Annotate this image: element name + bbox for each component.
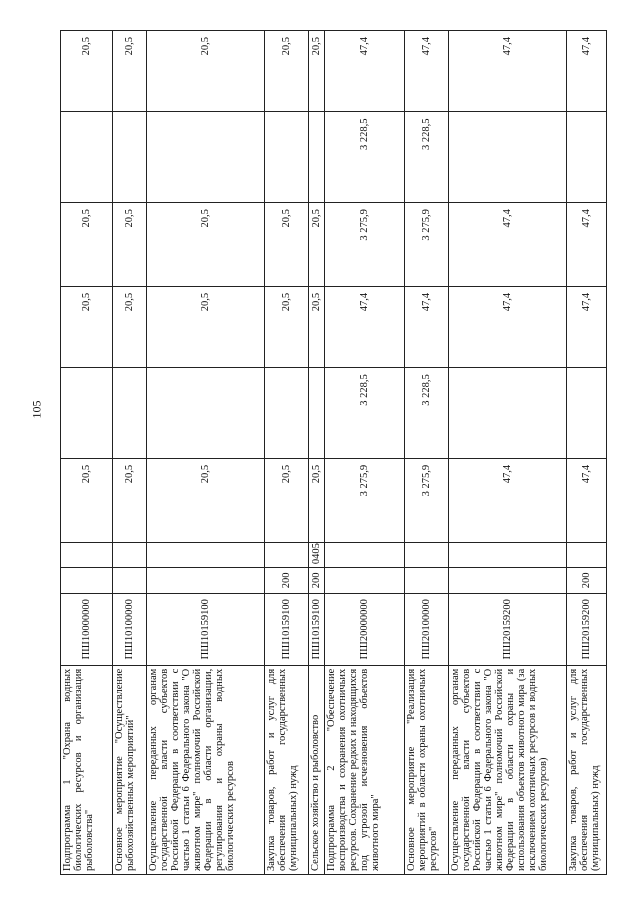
row-name: Осуществление переданных органам государственной власти субъектов Российской Федерации в соответствии с частью 1 статьи 6 Федерального закона "О животном мире" полномочий Российской Федерации в области организации, регулирования и охраны водных биологических ресурсов (147, 665, 265, 874)
value-5 (449, 112, 567, 203)
value-5 (567, 112, 607, 203)
value-5: 3 228,5 (405, 112, 449, 203)
value-3: 47,4 (325, 286, 405, 367)
value-5 (147, 112, 265, 203)
value-3: 20,5 (309, 286, 325, 367)
row-subsection (265, 542, 309, 568)
value-2 (147, 368, 265, 459)
row-vr (325, 568, 405, 594)
row-name: Сельское хозяйство и рыболовство (309, 665, 325, 874)
table-row (405, 31, 449, 875)
table-row (567, 31, 607, 875)
row-code: ПШ20159200 (449, 593, 567, 665)
value-5 (61, 112, 113, 203)
value-2: 3 228,5 (405, 368, 449, 459)
row-vr (405, 568, 449, 594)
budget-table (60, 30, 607, 875)
value-1: 20,5 (61, 458, 113, 542)
value-3: 47,4 (405, 286, 449, 367)
value-1: 20,5 (147, 458, 265, 542)
value-3: 47,4 (449, 286, 567, 367)
row-subsection (113, 542, 147, 568)
value-4: 20,5 (265, 203, 309, 287)
table-body (61, 31, 607, 875)
table-row (147, 31, 265, 875)
value-6: 47,4 (567, 31, 607, 112)
row-subsection (567, 542, 607, 568)
value-4: 47,4 (449, 203, 567, 287)
value-2 (61, 368, 113, 459)
row-code: ПШ20159200 (567, 593, 607, 665)
row-code: ПШ10159100 (147, 593, 265, 665)
page-number: 105 (29, 400, 44, 419)
value-4: 20,5 (61, 203, 113, 287)
value-6: 20,5 (61, 31, 113, 112)
value-4: 3 275,9 (325, 203, 405, 287)
value-6: 20,5 (265, 31, 309, 112)
row-vr (449, 568, 567, 594)
row-name: Подпрограмма 2 "Обеспечение воспроизводства и сохранения охотничьих ресурсов. Сохранение редких и находящихся под угрозой исчезновения объектов животного мира" (325, 665, 405, 874)
table-row (61, 31, 113, 875)
value-2 (309, 368, 325, 459)
value-6: 47,4 (325, 31, 405, 112)
table-row (309, 31, 325, 875)
value-6: 47,4 (405, 31, 449, 112)
row-subsection (449, 542, 567, 568)
value-3: 20,5 (113, 286, 147, 367)
value-6: 47,4 (449, 31, 567, 112)
value-1: 47,4 (449, 458, 567, 542)
table-row (449, 31, 567, 875)
value-2 (113, 368, 147, 459)
row-name: Закупка товаров, работ и услуг для обеспечения государственных (муниципальных) нужд (265, 665, 309, 874)
value-6: 20,5 (113, 31, 147, 112)
value-1: 47,4 (567, 458, 607, 542)
value-2: 3 228,5 (325, 368, 405, 459)
row-code: ПШ20100000 (405, 593, 449, 665)
row-name: Закупка товаров, работ и услуг для обеспечения государственных (муниципальных) нужд (567, 665, 607, 874)
value-5 (113, 112, 147, 203)
value-3: 20,5 (61, 286, 113, 367)
value-3: 20,5 (147, 286, 265, 367)
value-2 (265, 368, 309, 459)
value-3: 47,4 (567, 286, 607, 367)
value-1: 3 275,9 (405, 458, 449, 542)
value-4: 3 275,9 (405, 203, 449, 287)
value-5 (309, 112, 325, 203)
row-name: Основное мероприятие "Реализация мероприятий в области охраны охотничьих ресурсов" (405, 665, 449, 874)
row-vr (113, 568, 147, 594)
value-1: 20,5 (265, 458, 309, 542)
row-vr: 200 (265, 568, 309, 594)
value-4: 47,4 (567, 203, 607, 287)
value-1: 3 275,9 (325, 458, 405, 542)
value-3: 20,5 (265, 286, 309, 367)
table-row (113, 31, 147, 875)
value-4: 20,5 (309, 203, 325, 287)
row-subsection (147, 542, 265, 568)
value-4: 20,5 (113, 203, 147, 287)
value-2 (449, 368, 567, 459)
value-6: 20,5 (147, 31, 265, 112)
row-code: ПШ10159100 (265, 593, 309, 665)
value-6: 20,5 (309, 31, 325, 112)
row-vr: 200 (567, 568, 607, 594)
row-code: ПШ10000000 (61, 593, 113, 665)
row-code: ПШ10100000 (113, 593, 147, 665)
row-name: Подпрограмма 1 "Охрана водных биологических ресурсов и организация рыболовства" (61, 665, 113, 874)
row-subsection (405, 542, 449, 568)
row-subsection (61, 542, 113, 568)
row-code: ПШ10159100 (309, 593, 325, 665)
table-row (325, 31, 405, 875)
row-name: Осуществление переданных органам государственной власти субъектов Российской Федерации в соответствии с частью 1 статьи 6 Федерального закона "О животном мире" полномочий Российской Федерации в области охраны и использования объектов животного мира (за исключением охотничьих ресурсов и водных биологических ресурсов) (449, 665, 567, 874)
row-vr (61, 568, 113, 594)
budget-table-container (60, 30, 602, 875)
value-2 (567, 368, 607, 459)
row-subsection (325, 542, 405, 568)
value-5 (265, 112, 309, 203)
row-subsection: 0405 (309, 542, 325, 568)
row-vr (147, 568, 265, 594)
value-4: 20,5 (147, 203, 265, 287)
table-row (265, 31, 309, 875)
row-name: Основное мероприятие "Осуществление рыбохозяйственных мероприятий" (113, 665, 147, 874)
value-1: 20,5 (309, 458, 325, 542)
row-vr: 200 (309, 568, 325, 594)
row-code: ПШ20000000 (325, 593, 405, 665)
value-5: 3 228,5 (325, 112, 405, 203)
value-1: 20,5 (113, 458, 147, 542)
